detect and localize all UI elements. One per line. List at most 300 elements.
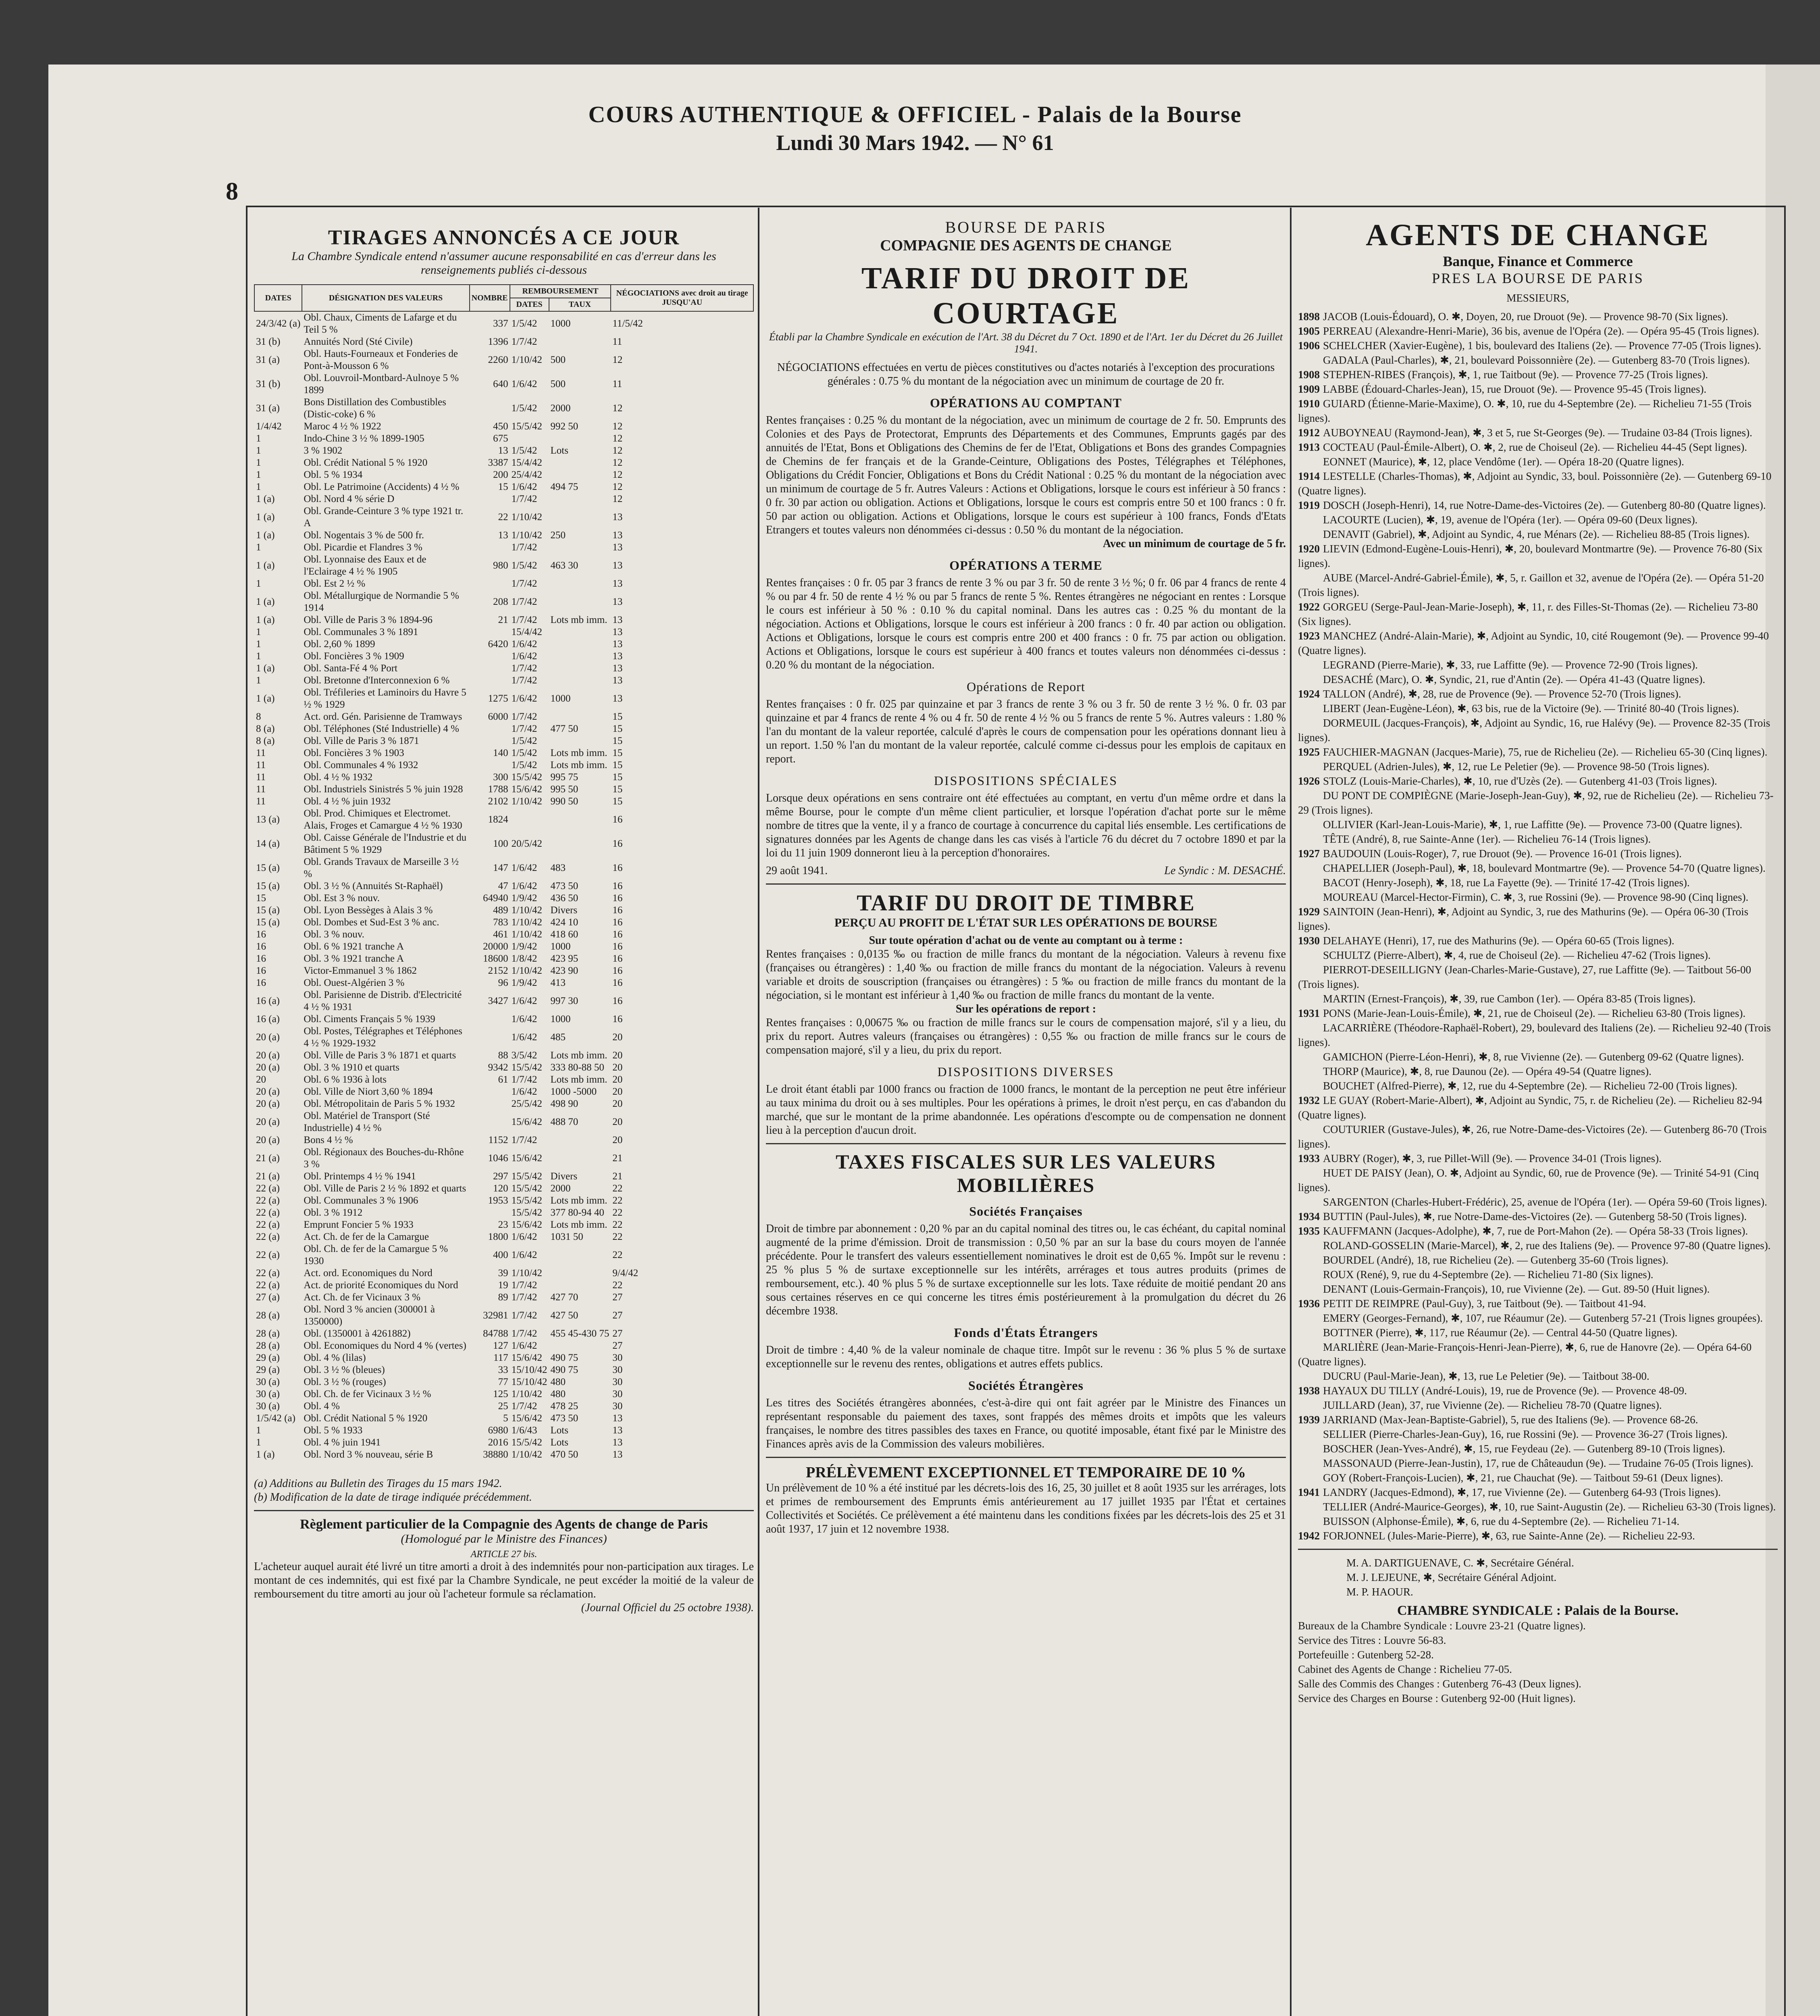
- row-nombre: 461: [493, 929, 508, 940]
- row-nego: 30: [612, 1389, 623, 1400]
- list-item: [1298, 571, 1778, 600]
- row-nego: 11: [612, 379, 622, 389]
- row-remb-date: 1/10/42: [511, 929, 543, 940]
- row-nombre: 2016: [488, 1437, 508, 1448]
- table-row: [254, 529, 753, 541]
- list-item: [1298, 890, 1778, 904]
- agent-year: 1939: [1298, 1414, 1320, 1426]
- row-remb-date: 15/6/42: [511, 1219, 543, 1230]
- row-remb-date: 1/6/43: [511, 1425, 537, 1436]
- chambre-title: CHAMBRE SYNDICALE : Palais de la Bourse.: [1397, 1603, 1679, 1618]
- row-remb-date: 1/7/42: [511, 494, 537, 504]
- table-row: [254, 1340, 753, 1352]
- row-remb-date: 1/7/42: [511, 711, 537, 722]
- row-nego: 16: [612, 941, 623, 952]
- row-nombre: 140: [493, 748, 508, 758]
- row-date: 1 (a): [256, 512, 275, 523]
- row-date: 1: [256, 481, 261, 492]
- row-date: 30 (a): [256, 1377, 280, 1387]
- agent-year: 1920: [1298, 543, 1320, 555]
- row-taux: 480: [550, 1377, 566, 1387]
- row-nombre: 3387: [488, 457, 508, 468]
- row-taux: Divers: [550, 1171, 578, 1182]
- list-item: [1298, 1151, 1778, 1166]
- agent-entry: PERQUEL (Adrien-Jules), ✱, 12, rue Le Peletier (9e). — Provence 98-50 (Trois lignes).: [1323, 760, 1710, 773]
- agent-year: 1931: [1298, 1007, 1320, 1019]
- agent-year: 1933: [1298, 1152, 1320, 1164]
- tirages-notes: [254, 1477, 754, 1504]
- row-date: 1: [256, 651, 261, 662]
- row-nombre: [470, 578, 510, 590]
- diverses-text: Le droit étant établi par 1000 francs ou fraction de 1000 francs, le montant de la perception ne peut être inférieur au taux minima du droit ou à ses multiples. Pour les opérations à primes, le droit n'est perçu, en cas d'abandon du marché, que sur le montant de la prime abandonnée. Les opérations d'escompte ou de compensation ne donnent lieu à la perception d'aucun droit.: [766, 1083, 1286, 1137]
- agent-entry: SCHULTZ (Pierre-Albert), ✱, 4, rue de Choiseul (2e). — Richelieu 47-62 (Trois lignes).: [1323, 949, 1711, 961]
- row-designation: Obl. Ville de Paris 3 % 1871: [304, 735, 419, 746]
- row-nombre: 96: [498, 977, 508, 988]
- row-date: 11: [256, 772, 266, 783]
- tirages-column: [254, 210, 754, 2016]
- row-remb-date: 1/5/42: [511, 318, 537, 329]
- agent-year: 1923: [1298, 630, 1320, 642]
- row-taux: 2000: [550, 1183, 571, 1194]
- row-nego: 30: [612, 1377, 623, 1387]
- timbre-text: Rentes françaises : 0,0135 ‰ ou fraction de mille francs du montant de la négociation. Valeurs à revenu fixe (françaises ou étrangères) : 1,40 ‰ ou fraction de mille francs du montant de la négociation. Valeurs à revenu variable et droits de souscription (françaises ou étrangères) : 5 ‰ ou fraction de mille francs du montant de la négociation, si le montant est inférieur à 1,40 ‰ ou fraction de mille francs du montant de la vente.: [766, 948, 1286, 1002]
- row-taux: 423 90: [550, 965, 578, 976]
- agent-year: 1898: [1298, 310, 1320, 323]
- row-nego: 13: [612, 1413, 623, 1424]
- row-remb-date: 1/8/42: [511, 953, 537, 964]
- agent-year: 1926: [1298, 775, 1320, 787]
- row-remb-date: 1/6/42: [511, 881, 537, 891]
- timbre-title: TARIF DU DROIT DE TIMBRE: [857, 891, 1195, 916]
- agent-year: 1906: [1298, 339, 1320, 352]
- table-row: [254, 1364, 753, 1376]
- report-text: Rentes françaises : 0 fr. 025 par quinzaine et par 3 francs de rente 3 % ou 3 fr. 50 de rente 3 ½ %. 0 fr. 03 par quinzaine et par 4 francs de rente 4 % ou 4 fr. 50 de rente 4 ½ % ou 5 francs de rente 5 %. Autres valeurs : 1.80 % l'an du montant de la valeur reportée, calculé d'après le cours de compensation pour les opérations donnant lieu à un report. 1.50 % l'an du montant de la valeur reportée, calculé comme ci-dessus pour les emplois de capitaux en report.: [766, 698, 1286, 765]
- list-item: [1298, 759, 1778, 774]
- row-nombre: 84788: [483, 1328, 508, 1339]
- row-nego: 13: [612, 627, 623, 637]
- table-row: [254, 1086, 753, 1098]
- table-row: [254, 1328, 753, 1340]
- row-nombre: [470, 1207, 510, 1219]
- row-date: 20 (a): [256, 1116, 280, 1127]
- table-row: [254, 1110, 753, 1134]
- row-remb-date: 25/4/42: [511, 469, 543, 480]
- row-nombre: 117: [493, 1352, 508, 1363]
- row-taux: Lots: [550, 1437, 568, 1448]
- table-row: [254, 1050, 753, 1062]
- row-taux: [549, 638, 611, 650]
- row-designation: Obl. Foncières 3 % 1903: [304, 748, 404, 758]
- list-item: [1298, 1383, 1778, 1398]
- row-designation: Obl. Foncières 3 % 1909: [304, 651, 404, 662]
- row-taux: 478 25: [550, 1401, 578, 1412]
- row-designation: Obl. Picardie et Flandres 3 %: [304, 542, 422, 553]
- row-nego: 13: [612, 512, 623, 523]
- list-item: [1298, 1020, 1778, 1050]
- row-nego: 27: [612, 1340, 623, 1351]
- row-nombre: 47: [498, 881, 508, 891]
- row-designation: Obl. Santa-Fé 4 % Port: [304, 663, 398, 674]
- agent-entry: GORGEU (Serge-Paul-Jean-Marie-Joseph), ✱, 11, r. des Filles-St-Thomas (2e). — Richelieu 73-80 (Six lignes).: [1298, 601, 1758, 627]
- row-designation: Obl. Ciments Français 5 % 1939: [304, 1014, 435, 1025]
- row-nombre: [470, 1013, 510, 1025]
- row-date: 1 (a): [256, 1449, 275, 1460]
- row-taux: [549, 590, 611, 614]
- agent-entry: PERREAU (Alexandre-Henri-Marie), 36 bis, avenue de l'Opéra (2e). — Opéra 95-45 (Trois lignes).: [1323, 325, 1760, 337]
- row-remb-date: 15/6/42: [511, 1413, 543, 1424]
- list-item: [1298, 1122, 1778, 1151]
- reglement-subtitle: (Homologué par le Ministre des Finances): [401, 1532, 607, 1545]
- agent-entry: JARRIAND (Max-Jean-Baptiste-Gabriel), 5, rue des Italiens (9e). — Provence 68-26.: [1323, 1414, 1698, 1426]
- agent-entry: MASSONAUD (Pierre-Jean-Justin), 17, rue de Châteaudun (9e). — Trudaine 76-05 (Trois lignes).: [1323, 1457, 1753, 1469]
- row-remb-date: 15/6/42: [511, 1352, 543, 1363]
- courtage-intro: NÉGOCIATIONS effectuées en vertu de pièces constitutives ou d'actes notariés à l'exception des procurations générales : 0.75 % du montant de la négociation avec un minimum de courtage de 20 fr.: [777, 361, 1275, 387]
- table-row: [254, 904, 753, 916]
- list-item: [1298, 1006, 1778, 1020]
- row-nego: 27: [612, 1328, 623, 1339]
- row-taux: 436 50: [550, 893, 578, 904]
- agent-entry: OLLIVIER (Karl-Jean-Louis-Marie), ✱, 1, rue Laffitte (9e). — Provence 73-00 (Quatre lignes).: [1323, 818, 1743, 831]
- list-item: [1298, 1166, 1778, 1195]
- list-item: [1298, 861, 1778, 875]
- row-taux: 455 45-430 75: [550, 1328, 609, 1339]
- row-nombre: [470, 735, 510, 747]
- row-taux: 990 50: [550, 796, 578, 807]
- row-nombre: 1275: [488, 693, 508, 704]
- row-nego: 30: [612, 1401, 623, 1412]
- row-date: 1: [256, 542, 261, 553]
- table-row: [254, 1062, 753, 1074]
- row-nombre: 1953: [488, 1195, 508, 1206]
- row-date: 13 (a): [256, 814, 280, 825]
- row-date: 11: [256, 796, 266, 807]
- row-nego: 16: [612, 814, 623, 825]
- row-designation: Obl. Crédit National 5 % 1920: [304, 457, 428, 468]
- row-designation: Victor-Emmanuel 3 % 1862: [304, 965, 417, 976]
- agent-entry: LE GUAY (Robert-Marie-Albert), ✱, Adjoint au Syndic, 75, r. de Richelieu (2e). — Richelieu 82-94 (Quatre lignes).: [1298, 1094, 1762, 1121]
- list-item: [1298, 1398, 1778, 1412]
- list-item: [1298, 309, 1778, 324]
- table-row: [254, 892, 753, 904]
- row-nombre: 2260: [488, 354, 508, 365]
- row-nombre: 400: [493, 1250, 508, 1260]
- row-date: 15 (a): [256, 917, 280, 928]
- row-date: 20: [256, 1074, 266, 1085]
- chambre-line: Service des Charges en Bourse : Gutenberg 92-00 (Huit lignes).: [1298, 1692, 1576, 1704]
- row-designation: Obl. Chaux, Ciments de Lafarge et du Teil 5 %: [304, 312, 457, 335]
- row-nombre: 2152: [488, 965, 508, 976]
- row-remb-date: 1/7/42: [511, 1135, 537, 1145]
- row-taux: [549, 541, 611, 554]
- row-date: 21 (a): [256, 1153, 280, 1164]
- row-remb-date: 1/5/42: [511, 748, 537, 758]
- row-designation: Obl. Ville de Paris 3 % 1894-96: [304, 614, 433, 625]
- row-date: 16: [256, 977, 266, 988]
- table-row: [254, 1219, 753, 1231]
- row-date: 20 (a): [256, 1050, 280, 1061]
- row-taux: [549, 1146, 611, 1170]
- agent-entry: BOTTNER (Pierre), ✱, 117, rue Réaumur (2e). — Central 44-50 (Quatre lignes).: [1323, 1327, 1678, 1339]
- row-nombre: 21: [498, 614, 508, 625]
- table-row: [254, 735, 753, 747]
- row-date: 28 (a): [256, 1310, 280, 1321]
- row-nombre: 120: [493, 1183, 508, 1194]
- row-designation: Indo-Chine 3 ½ % 1899-1905: [304, 433, 424, 444]
- table-row: [254, 1146, 753, 1170]
- row-taux: 477 50: [550, 723, 578, 734]
- row-date: 22 (a): [256, 1219, 280, 1230]
- section-terme: OPÉRATIONS A TERME: [949, 558, 1102, 573]
- list-item: [1298, 425, 1778, 440]
- row-remb-date: 1/10/42: [511, 905, 543, 916]
- table-row: [254, 989, 753, 1013]
- row-taux: [549, 662, 611, 675]
- list-item: [1298, 367, 1778, 382]
- row-nombre: 2102: [488, 796, 508, 807]
- table-row: [254, 675, 753, 687]
- row-nombre: [470, 723, 510, 735]
- row-designation: Obl. 3 % 1910 et quarts: [304, 1062, 399, 1073]
- tirages-title: TIRAGES ANNONCÉS A CE JOUR: [328, 226, 680, 249]
- list-item: [1298, 396, 1778, 425]
- row-remb-date: 1/5/42: [511, 445, 537, 456]
- page-number: 8: [226, 178, 238, 205]
- agents-column: [1298, 210, 1778, 2016]
- row-date: 27 (a): [256, 1292, 280, 1303]
- row-remb-date: 1/6/42: [511, 862, 537, 873]
- row-nego: 20: [612, 1098, 623, 1109]
- agent-entry: BUISSON (Alphonse-Émile), ✱, 6, rue du 4-Septembre (2e). — Richelieu 71-14.: [1323, 1515, 1680, 1527]
- row-remb-date: 1/6/42: [511, 481, 537, 492]
- row-nombre: 980: [493, 560, 508, 571]
- courtage-subtitle: Établi par la Chambre Syndicale en exécution de l'Art. 38 du Décret du 7 Oct. 1890 et de l'Art. 1er du Décret du 26 Juillet 1941.: [769, 331, 1283, 355]
- agent-entry: DU PONT DE COMPIÈGNE (Marie-Joseph-Jean-Guy), ✱, 92, rue de Richelieu (2e). — Richelieu 73-29 (Trois lignes).: [1298, 789, 1774, 816]
- row-date: 15 (a): [256, 905, 280, 916]
- row-designation: Obl. 4 %: [304, 1401, 340, 1412]
- row-taux: 995 75: [550, 772, 578, 783]
- agent-entry: PONS (Marie-Jean-Louis-Émile), ✱, 21, rue de Choiseul (2e). — Richelieu 63-80 (Trois lignes).: [1323, 1007, 1746, 1019]
- row-designation: Obl. Régionaux des Bouches-du-Rhône 3 %: [304, 1147, 464, 1170]
- table-row: [254, 1267, 753, 1279]
- row-designation: Obl. Ch. de fer de la Camargue 5 % 1930: [304, 1243, 448, 1266]
- agent-year: 1941: [1298, 1486, 1320, 1498]
- row-designation: Obl. Economiques du Nord 4 % (vertes): [304, 1340, 466, 1351]
- row-taux: Divers: [550, 905, 578, 916]
- row-nego: 12: [612, 457, 623, 468]
- row-nego: 16: [612, 1014, 623, 1025]
- row-nombre: 489: [493, 905, 508, 916]
- row-remb-date: 1/7/42: [511, 1328, 537, 1339]
- table-row: [254, 1098, 753, 1110]
- col-header: DATES: [254, 285, 302, 311]
- table-row: [254, 1207, 753, 1219]
- row-nombre: 300: [493, 772, 508, 783]
- agent-year: 1930: [1298, 935, 1320, 947]
- col-header: TAUX: [549, 298, 611, 311]
- row-nego: 13: [612, 596, 623, 607]
- agent-entry: BOSCHER (Jean-Yves-André), ✱, 15, rue Feydeau (2e). — Gutenberg 89-10 (Trois lignes).: [1323, 1443, 1725, 1455]
- chambre-line: Salle des Commis des Changes : Gutenberg 76-43 (Deux lignes).: [1298, 1678, 1581, 1690]
- reglement-text: L'acheteur auquel aurait été livré un titre amorti a droit à des indemnités pour non-participation aux tirages. Le montant de ces indemnités, qui est fixé par la Chambre Syndicale, ne peut excéder la moitié de la valeur de remboursement du titre amorti au jour où l'acheteur formule sa réclamation.: [254, 1560, 754, 1600]
- row-taux: [549, 457, 611, 469]
- page-title: COURS AUTHENTIQUE & OFFICIEL - Palais de la Bourse: [588, 101, 1242, 127]
- table-row: [254, 1134, 753, 1146]
- row-remb-date: 1/7/42: [511, 596, 537, 607]
- row-nombre: 6980: [488, 1425, 508, 1436]
- row-remb-date: 1/10/42: [511, 1449, 543, 1460]
- row-nombre: 22: [498, 512, 508, 523]
- row-date: 22 (a): [256, 1250, 280, 1260]
- table-row: [254, 1291, 753, 1304]
- row-designation: Obl. Communales 3 % 1891: [304, 627, 418, 637]
- agent-entry: LACARRIÈRE (Théodore-Raphaël-Robert), 29, boulevard des Italiens (2e). — Richelieu 92-40 (Trois lignes).: [1298, 1022, 1771, 1048]
- row-nego: 12: [612, 403, 623, 414]
- row-designation: Obl. Grande-Ceinture 3 % type 1921 tr. A: [304, 506, 464, 529]
- row-nego: 13: [612, 560, 623, 571]
- agent-entry: EMERY (Georges-Fernand), ✱, 107, rue Réaumur (2e). — Gutenberg 57-21 (Trois lignes groupées).: [1323, 1312, 1763, 1324]
- list-item: [1298, 716, 1778, 745]
- diverses-title: DISPOSITIONS DIVERSES: [937, 1064, 1115, 1079]
- list-item: [1298, 629, 1778, 658]
- row-nombre: 1788: [488, 784, 508, 795]
- row-date: 16: [256, 941, 266, 952]
- agent-entry: SARGENTON (Charles-Hubert-Frédéric), 25, avenue de l'Opéra (1er). — Opéra 59-60 (Trois lignes).: [1323, 1196, 1767, 1208]
- tirages-table: [254, 284, 754, 1461]
- section-comptant: OPÉRATIONS AU COMPTANT: [930, 396, 1122, 410]
- list-item: [1298, 672, 1778, 687]
- row-nego: 20: [612, 1062, 623, 1073]
- table-row: [254, 796, 753, 808]
- row-remb-date: 1/7/42: [511, 1074, 537, 1085]
- agent-entry: BOUCHET (Alfred-Pierre), ✱, 12, rue du 4-Septembre (2e). — Richelieu 72-00 (Trois lignes).: [1323, 1080, 1738, 1092]
- table-row: [254, 1412, 753, 1425]
- agent-year: 1935: [1298, 1225, 1320, 1237]
- table-row: [254, 808, 753, 832]
- row-date: 14 (a): [256, 838, 280, 849]
- row-nombre: [470, 1086, 510, 1098]
- row-date: 1: [256, 469, 261, 480]
- agent-year: 1922: [1298, 601, 1320, 613]
- row-nombre: 9342: [488, 1062, 508, 1073]
- row-designation: Obl. 5 % 1934: [304, 469, 363, 480]
- row-nombre: 640: [493, 379, 508, 389]
- agent-year: 1924: [1298, 688, 1320, 700]
- list-item: [1298, 1224, 1778, 1238]
- agent-entry: STEPHEN-RIBES (François), ✱, 1, rue Taitbout (9e). — Provence 77-25 (Trois lignes).: [1323, 369, 1708, 381]
- row-nego: 22: [612, 1183, 623, 1194]
- row-remb-date: [510, 433, 549, 445]
- row-nego: 22: [612, 1250, 623, 1260]
- table-row: [254, 687, 753, 711]
- row-nego: 12: [612, 494, 623, 504]
- agent-year: 1910: [1298, 398, 1320, 410]
- row-nombre: 13: [498, 445, 508, 456]
- tarifs-column: [766, 210, 1286, 2016]
- row-taux: Lots mb imm.: [550, 1050, 607, 1061]
- row-date: 16: [256, 929, 266, 940]
- row-remb-date: 1/6/42: [511, 1032, 537, 1043]
- row-nego: 15: [612, 784, 623, 795]
- row-taux: [549, 1279, 611, 1291]
- row-date: 1: [256, 433, 261, 444]
- agent-year: 1919: [1298, 499, 1320, 511]
- row-designation: Annuités Nord (Sté Civile): [304, 336, 413, 347]
- row-remb-date: 15/4/42: [511, 457, 543, 468]
- row-taux: 473 50: [550, 881, 578, 891]
- row-designation: Obl. 3 % nouv.: [304, 929, 364, 940]
- row-taux: 1000: [550, 693, 571, 704]
- table-row: [254, 626, 753, 638]
- row-date: 20 (a): [256, 1062, 280, 1073]
- agent-entry: LIEVIN (Edmond-Eugène-Louis-Henri), ✱, 20, boulevard Montmartre (9e). — Provence 76-80 (Six lignes).: [1298, 543, 1763, 569]
- agent-year: 1905: [1298, 325, 1320, 337]
- table-row: [254, 493, 753, 505]
- row-taux: 992 50: [550, 421, 578, 432]
- row-nombre: 450: [493, 421, 508, 432]
- prelev-title: PRÉLÈVEMENT EXCEPTIONNEL ET TEMPORAIRE DE 10 %: [806, 1464, 1246, 1481]
- table-row: [254, 541, 753, 554]
- agent-entry: DOSCH (Joseph-Henri), 14, rue Notre-Dame-des-Victoires (2e). — Gutenberg 80-80 (Quatre lignes).: [1323, 499, 1766, 511]
- table-row: [254, 396, 753, 421]
- row-designation: Obl. 4 % (lilas): [304, 1352, 366, 1363]
- agent-entry: AUBE (Marcel-André-Gabriel-Émile), ✱, 5, r. Gaillon et 32, avenue de l'Opéra (2e). — Opéra 51-20 (Trois lignes).: [1298, 572, 1764, 598]
- row-designation: Obl. Caisse Générale de l'Industrie et du Bâtiment 5 % 1929: [304, 832, 467, 855]
- row-nego: 12: [612, 469, 623, 480]
- agent-entry: TALLON (André), ✱, 28, rue de Provence (9e). — Provence 52-70 (Trois lignes).: [1323, 688, 1681, 700]
- row-nego: 22: [612, 1207, 623, 1218]
- table-row: [254, 941, 753, 953]
- table-row: [254, 336, 753, 348]
- row-designation: Obl. Communales 4 % 1932: [304, 760, 418, 771]
- row-taux: Lots mb imm.: [550, 760, 607, 771]
- row-nego: 16: [612, 881, 623, 891]
- agent-year: 1942: [1298, 1530, 1320, 1542]
- agent-entry: AUBOYNEAU (Raymond-Jean), ✱, 3 et 5, rue St-Georges (9e). — Trudaine 03-84 (Trois lignes).: [1323, 427, 1752, 439]
- row-date: 24/3/42 (a): [256, 318, 301, 329]
- row-designation: Obl. Nord 4 % série D: [304, 494, 395, 504]
- row-nego: 13: [612, 1425, 623, 1436]
- row-taux: Lots mb imm.: [550, 1074, 607, 1085]
- row-nombre: [470, 493, 510, 505]
- row-nego: 15: [612, 772, 623, 783]
- list-item: [1298, 1412, 1778, 1427]
- prelev-text: Un prélèvement de 10 % a été institué par les décrets-lois des 16, 25, 30 juillet et 8 août 1935 sur les arrérages, lots et primes de remboursement des Emprunts émis antérieurement au 17 juillet 1935 par l'État et certaines Collectivités et Sociétés. Ce prélèvement a été maintenu dans les conditions fixées par les décrets-lois des 25 et 31 août 1937, 17 juin et 12 novembre 1938.: [766, 1482, 1286, 1535]
- table-row: [254, 1388, 753, 1400]
- col-header: DÉSIGNATION DES VALEURS: [302, 285, 469, 311]
- row-date: 29 (a): [256, 1352, 280, 1363]
- list-item: [1298, 817, 1778, 832]
- row-remb-date: 15/5/42: [511, 421, 543, 432]
- row-taux: 1000: [550, 318, 571, 329]
- list-item: [1298, 1340, 1778, 1369]
- row-remb-date: 15/10/42: [511, 1364, 547, 1375]
- row-nego: 20: [612, 1032, 623, 1043]
- row-nombre: 100: [493, 838, 508, 849]
- row-designation: Act. de priorité Economiques du Nord: [304, 1280, 458, 1291]
- row-remb-date: 1/6/42: [511, 379, 537, 389]
- agent-entry: GADALA (Paul-Charles), ✱, 21, boulevard Poissonnière (2e). — Gutenberg 83-70 (Trois lignes).: [1323, 354, 1750, 366]
- reglement-article: ARTICLE 27 bis.: [470, 1549, 537, 1560]
- row-designation: Obl. Crédit National 5 % 1920: [304, 1413, 428, 1424]
- row-nego: 15: [612, 748, 623, 758]
- comptant-text: Rentes françaises : 0.25 % du montant de la négociation, avec un minimum de courtage de 2 fr. 50. Emprunts des Colonies et des Pays de Protectorat, Emprunts des Départements et des Communes, Emprunts gagés par des annuités de l'Etat, Bons et Obligations des Chemins de fer de l'Etat, Obligations et Bons des grandes Compagnies de Chemins de fer français et de la Grande-Ceinture, Obligations des Postes, Télégraphes et Téléphones, Obligations du Crédit Foncier, Obligations et Bons du Crédit National : 0.25 % du montant de la négociation avec un minimum de courtage de 5 fr. Autres Valeurs : Actions et Obligations, lorsque le cours est inférieur à 50 francs : 0 fr. 30 par action ou obligation. Actions et Obligations, lorsque le cours est compris entre 50 et 100 francs : 0 fr. 50 par action ou obligation. Actions et Obligations, lorsque le cours est supérieur à 100 francs, Fonds d'Etats Etrangers et toutes valeurs non dénommées ci-dessus : 0.50 % du montant de la négociation.: [766, 414, 1286, 536]
- row-remb-date: 1/10/42: [511, 965, 543, 976]
- row-taux: [549, 433, 611, 445]
- row-nombre: 1152: [488, 1135, 508, 1145]
- list-item: [1298, 991, 1778, 1006]
- row-taux: [549, 832, 611, 856]
- agent-entry: LEGRAND (Pierre-Marie), ✱, 33, rue Laffitte (9e). — Provence 72-90 (Trois lignes).: [1323, 659, 1698, 671]
